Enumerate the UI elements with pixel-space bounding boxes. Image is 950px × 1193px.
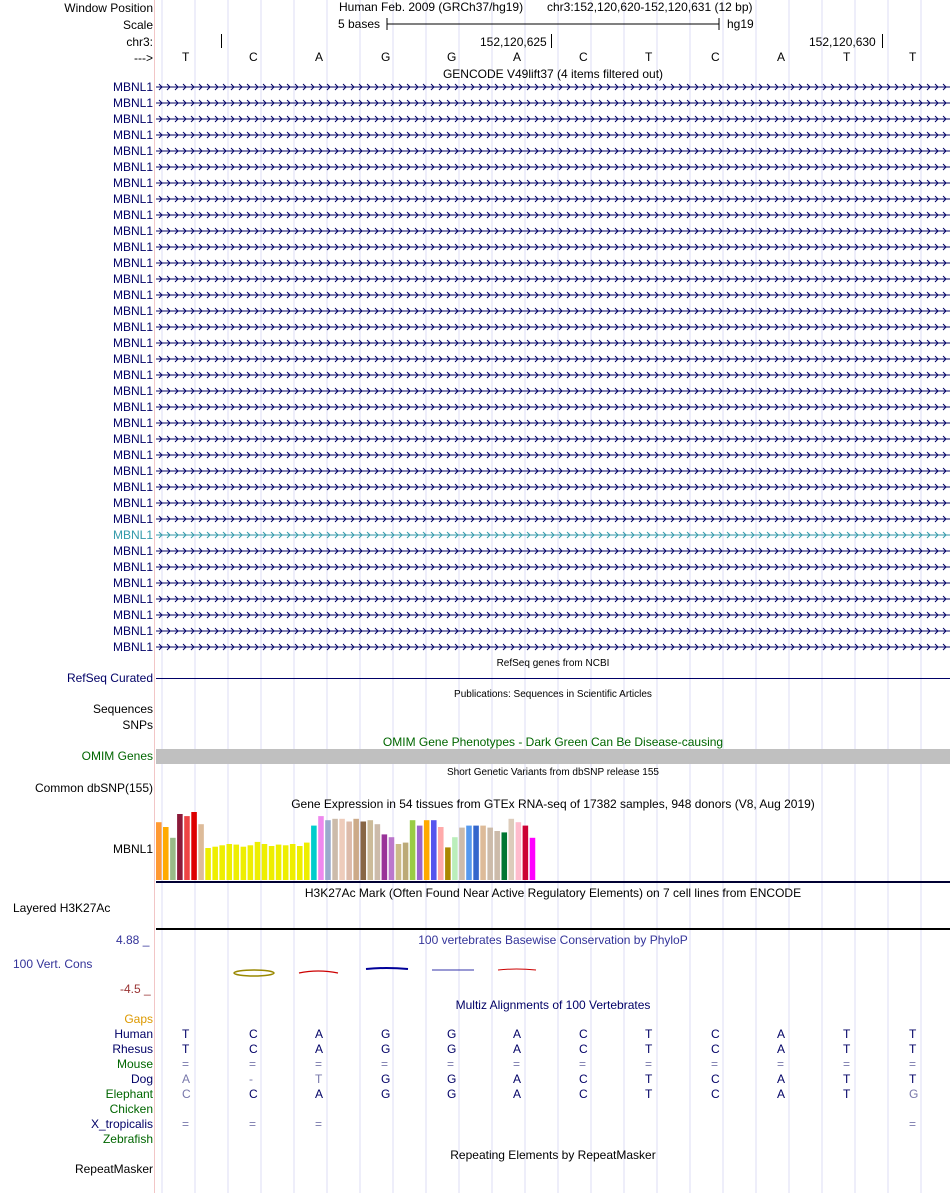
gencode-transcript[interactable] — [156, 512, 950, 526]
gencode-transcript[interactable] — [156, 160, 950, 174]
base-letter: C — [249, 50, 258, 64]
alignment-base: = — [909, 1057, 917, 1071]
gencode-gene-label[interactable]: MBNL1 — [112, 544, 153, 558]
gencode-transcript[interactable] — [156, 336, 950, 350]
gtex-tissue-bar[interactable] — [184, 816, 190, 880]
gtex-tissue-bar[interactable] — [332, 819, 338, 880]
gtex-label[interactable]: MBNL1 — [112, 842, 153, 856]
gencode-transcript[interactable] — [156, 224, 950, 238]
alignment-base: A — [513, 1072, 522, 1086]
alignment-base: T — [645, 1072, 653, 1086]
gencode-transcript[interactable] — [156, 320, 950, 334]
gencode-transcript[interactable] — [156, 464, 950, 478]
gtex-tissue-bar[interactable] — [170, 838, 176, 880]
gencode-gene-label[interactable]: MBNL1 — [112, 208, 153, 222]
species-label[interactable]: Rhesus — [112, 1042, 153, 1056]
gencode-transcript[interactable] — [156, 496, 950, 510]
gtex-tissue-bar[interactable] — [396, 844, 402, 880]
alignment-base: A — [315, 1027, 324, 1041]
dbsnp-label[interactable]: Common dbSNP(155) — [34, 781, 153, 795]
alignment-base: A — [182, 1072, 191, 1086]
scale-bases-text: 5 bases — [338, 17, 381, 31]
gencode-transcript[interactable] — [156, 80, 950, 94]
gencode-gene-label[interactable]: MBNL1 — [112, 496, 153, 510]
strand-label: ---> — [134, 51, 153, 65]
alignment-base: G — [381, 1042, 391, 1056]
gencode-transcript[interactable] — [156, 352, 950, 366]
track-divider — [156, 928, 950, 930]
alignment-base: = — [579, 1057, 587, 1071]
alignment-base: = — [182, 1117, 190, 1131]
gencode-transcript[interactable] — [156, 368, 950, 382]
gencode-gene-label[interactable]: MBNL1 — [112, 624, 153, 638]
gtex-tissue-bar[interactable] — [466, 826, 472, 880]
alignment-base: G — [447, 1087, 457, 1101]
alignment-base: C — [249, 1087, 258, 1101]
alignment-base: = — [249, 1057, 257, 1071]
gencode-transcript[interactable] — [156, 96, 950, 110]
gtex-tissue-bar[interactable] — [445, 847, 451, 880]
gencode-transcript[interactable] — [156, 416, 950, 430]
gencode-gene-label[interactable]: MBNL1 — [112, 112, 153, 126]
position-text: chr3:152,120,620-152,120,631 (12 bp) — [547, 0, 753, 14]
base-letter: G — [447, 50, 457, 64]
gtex-tissue-bar[interactable] — [205, 848, 211, 880]
alignment-base: C — [579, 1027, 588, 1041]
gtex-tissue-bar[interactable] — [375, 824, 381, 880]
gencode-gene-label[interactable]: MBNL1 — [112, 352, 153, 366]
alignment-base: C — [182, 1087, 191, 1101]
gencode-gene-label[interactable]: MBNL1 — [112, 480, 153, 494]
gencode-gene-label[interactable]: MBNL1 — [112, 160, 153, 174]
gaps-label[interactable]: Gaps — [124, 1012, 153, 1026]
gencode-transcript[interactable] — [156, 624, 950, 638]
alignment-base: C — [249, 1027, 258, 1041]
gencode-gene-label[interactable]: MBNL1 — [112, 96, 153, 110]
gtex-tissue-bar[interactable] — [417, 826, 423, 880]
gtex-tissue-bar[interactable] — [509, 819, 515, 880]
gencode-transcript[interactable] — [156, 112, 950, 126]
base-letter: A — [315, 50, 324, 64]
gencode-transcript[interactable] — [156, 544, 950, 558]
alignment-base: C — [711, 1042, 720, 1056]
alignment-base: T — [843, 1072, 851, 1086]
alignment-base: A — [513, 1087, 522, 1101]
species-label[interactable]: Human — [114, 1027, 153, 1041]
gencode-transcript[interactable] — [156, 480, 950, 494]
gencode-transcript[interactable] — [156, 576, 950, 590]
base-letter: A — [513, 50, 522, 64]
gencode-track-title[interactable]: GENCODE V49lift37 (4 items filtered out) — [442, 67, 664, 81]
label-track-separator — [154, 0, 155, 1193]
gtex-tissue-bar[interactable] — [410, 820, 416, 880]
gtex-tissue-bar[interactable] — [452, 837, 458, 880]
gencode-gene-label[interactable]: MBNL1 — [112, 384, 153, 398]
gtex-tissue-bar[interactable] — [163, 827, 169, 880]
h3k27ac-label[interactable]: Layered H3K27Ac — [13, 901, 111, 915]
base-letter: T — [645, 50, 653, 64]
repeatmasker-track-title[interactable]: Repeating Elements by RepeatMasker — [450, 1148, 656, 1162]
alignment-base: A — [513, 1027, 522, 1041]
gencode-transcript[interactable] — [156, 608, 950, 622]
alignment-base: = — [381, 1057, 389, 1071]
gtex-tissue-bar[interactable] — [241, 847, 247, 880]
gencode-transcript[interactable] — [156, 208, 950, 222]
chr-label: chr3: — [126, 35, 153, 49]
gencode-transcript[interactable] — [156, 192, 950, 206]
gtex-tissue-bar[interactable] — [304, 843, 310, 880]
alignment-base: = — [315, 1057, 323, 1071]
gtex-tissue-bar[interactable] — [283, 845, 289, 880]
species-label[interactable]: X_tropicalis — [90, 1117, 153, 1131]
gtex-tissue-bar[interactable] — [431, 820, 437, 880]
dbsnp-track-title[interactable]: Short Genetic Variants from dbSNP release 155 — [447, 767, 659, 778]
phylop-label[interactable]: 100 Vert. Cons — [13, 957, 93, 971]
alignment-base: A — [513, 1042, 522, 1056]
gencode-gene-label[interactable]: MBNL1 — [112, 80, 153, 94]
alignment-base: = — [447, 1057, 455, 1071]
alignment-base: A — [777, 1042, 786, 1056]
alignment-base: G — [381, 1027, 391, 1041]
alignment-base: C — [579, 1042, 588, 1056]
gencode-transcript[interactable] — [156, 448, 950, 462]
window-position-label: Window Position — [64, 1, 153, 15]
alignment-base: T — [645, 1042, 653, 1056]
phylop-min-label: -4.5 _ — [120, 982, 151, 996]
alignment-base: C — [579, 1072, 588, 1086]
ruler-tick — [221, 34, 222, 48]
gencode-gene-label[interactable]: MBNL1 — [112, 464, 153, 478]
gencode-gene-label[interactable]: MBNL1 — [112, 368, 153, 382]
alignment-base: G — [381, 1087, 391, 1101]
gtex-tissue-bar[interactable] — [487, 828, 493, 880]
gtex-tissue-bar[interactable] — [156, 822, 162, 880]
gencode-transcript[interactable] — [156, 240, 950, 254]
gencode-transcript[interactable] — [156, 272, 950, 286]
gtex-tissue-bar[interactable] — [255, 842, 261, 880]
omim-feature-bar[interactable] — [156, 749, 950, 764]
gtex-tissue-bar[interactable] — [368, 820, 374, 880]
alignment-base: A — [777, 1087, 786, 1101]
gtex-tissue-bar[interactable] — [339, 819, 345, 880]
alignment-base: = — [711, 1057, 719, 1071]
alignment-base: C — [711, 1072, 720, 1086]
gtex-tissue-bar[interactable] — [459, 828, 465, 880]
gencode-transcript[interactable] — [156, 144, 950, 158]
refseq-track-title[interactable]: RefSeq genes from NCBI — [496, 658, 610, 669]
gtex-tissue-bar[interactable] — [480, 826, 486, 880]
refseq-label[interactable]: RefSeq Curated — [66, 671, 153, 685]
alignment-base: = — [843, 1057, 851, 1071]
alignment-base: T — [909, 1042, 917, 1056]
alignment-base: T — [909, 1027, 917, 1041]
gencode-transcript[interactable] — [156, 400, 950, 414]
omim-track-title[interactable]: OMIM Gene Phenotypes - Dark Green Can Be Disease-causing — [382, 735, 724, 749]
gencode-gene-label[interactable]: MBNL1 — [112, 448, 153, 462]
sequences-label[interactable]: Sequences — [92, 702, 153, 716]
alignment-base: = — [249, 1117, 257, 1131]
alignment-base: = — [315, 1117, 323, 1131]
gencode-gene-label[interactable]: MBNL1 — [112, 528, 153, 542]
alignment-base: T — [645, 1027, 653, 1041]
alignment-base: T — [182, 1042, 190, 1056]
scale-label: Scale — [122, 18, 153, 32]
gencode-gene-label[interactable]: MBNL1 — [112, 640, 153, 654]
phylop-wiggle[interactable] — [156, 960, 950, 984]
base-letter: T — [909, 50, 917, 64]
phylop-track-title[interactable]: 100 vertebrates Basewise Conservation by PhyloP — [418, 933, 688, 947]
gencode-gene-label[interactable]: MBNL1 — [112, 256, 153, 270]
alignment-base: G — [447, 1072, 457, 1086]
gtex-tissue-bar[interactable] — [311, 826, 317, 880]
gencode-gene-label[interactable]: MBNL1 — [112, 592, 153, 606]
alignment-base: C — [711, 1027, 720, 1041]
gencode-gene-label[interactable]: MBNL1 — [112, 288, 153, 302]
gtex-tissue-bar[interactable] — [262, 844, 268, 880]
alignment-base: T — [182, 1027, 190, 1041]
alignment-base: A — [315, 1087, 324, 1101]
alignment-base: = — [182, 1057, 190, 1071]
gencode-transcript[interactable] — [156, 256, 950, 270]
gtex-tissue-bar[interactable] — [530, 838, 536, 880]
gtex-tissue-bar[interactable] — [382, 834, 388, 880]
ruler-tick — [551, 34, 552, 48]
gencode-transcript[interactable] — [156, 640, 950, 654]
base-letter: C — [711, 50, 720, 64]
gencode-gene-label[interactable]: MBNL1 — [112, 128, 153, 142]
base-letter: A — [777, 50, 786, 64]
assembly-text: Human Feb. 2009 (GRCh37/hg19) — [339, 0, 524, 14]
base-letter: G — [381, 50, 391, 64]
gtex-tissue-bar[interactable] — [403, 843, 409, 880]
alignment-base: C — [579, 1087, 588, 1101]
gtex-tissue-bar[interactable] — [191, 812, 197, 880]
gencode-gene-label[interactable]: MBNL1 — [112, 512, 153, 526]
gtex-track-title[interactable]: Gene Expression in 54 tissues from GTEx RNA-seq of 17382 samples, 948 donors (V8, Aug 2019) — [291, 797, 815, 811]
alignment-base: T — [843, 1027, 851, 1041]
gencode-gene-label[interactable]: MBNL1 — [112, 608, 153, 622]
gtex-tissue-bar[interactable] — [494, 831, 500, 880]
gtex-tissue-bar[interactable] — [361, 822, 367, 881]
alignment-base: T — [843, 1087, 851, 1101]
gtex-tissue-bar[interactable] — [212, 847, 218, 880]
gtex-tissue-bar[interactable] — [473, 826, 479, 880]
gencode-transcript[interactable] — [156, 288, 950, 302]
gencode-gene-label[interactable]: MBNL1 — [112, 176, 153, 190]
gtex-tissue-bar[interactable] — [248, 845, 254, 880]
species-label[interactable]: Dog — [130, 1072, 153, 1086]
gtex-tissue-bar[interactable] — [424, 820, 430, 880]
gencode-transcript[interactable] — [156, 128, 950, 142]
gtex-tissue-bar[interactable] — [353, 819, 359, 880]
alignment-base: = — [513, 1057, 521, 1071]
gencode-gene-label[interactable]: MBNL1 — [112, 272, 153, 286]
alignment-base: = — [777, 1057, 785, 1071]
alignment-base: G — [447, 1027, 457, 1041]
gtex-bar-chart[interactable] — [156, 812, 950, 882]
gencode-gene-label[interactable]: MBNL1 — [112, 336, 153, 350]
gtex-tissue-bar[interactable] — [346, 822, 352, 881]
alignment-base: = — [645, 1057, 653, 1071]
gencode-transcript[interactable] — [156, 592, 950, 606]
gtex-tissue-bar[interactable] — [234, 845, 240, 880]
gtex-tissue-bar[interactable] — [389, 837, 395, 880]
species-label[interactable]: Chicken — [109, 1102, 153, 1116]
alignment-base: A — [777, 1072, 786, 1086]
gtex-tissue-bar[interactable] — [516, 822, 522, 880]
base-letter: C — [579, 50, 588, 64]
alignment-base: G — [447, 1042, 457, 1056]
gencode-transcript[interactable] — [156, 304, 950, 318]
gtex-tissue-bar[interactable] — [502, 832, 508, 880]
gtex-tissue-bar[interactable] — [227, 844, 233, 880]
gencode-gene-label[interactable]: MBNL1 — [112, 224, 153, 238]
snps-label[interactable]: SNPs — [122, 718, 153, 732]
alignment-base: A — [777, 1027, 786, 1041]
multiz-track-title[interactable]: Multiz Alignments of 100 Vertebrates — [455, 998, 651, 1012]
track-divider — [156, 881, 950, 883]
phylop-max-label: 4.88 _ — [116, 933, 150, 947]
gencode-transcript[interactable] — [156, 432, 950, 446]
gencode-gene-label[interactable]: MBNL1 — [112, 304, 153, 318]
gtex-tissue-bar[interactable] — [325, 820, 331, 880]
ruler-tick — [882, 34, 883, 48]
coord-label: 152,120,630 — [809, 35, 876, 49]
gencode-gene-label[interactable]: MBNL1 — [112, 560, 153, 574]
alignment-base: T — [645, 1087, 653, 1101]
repeatmasker-label[interactable]: RepeatMasker — [74, 1162, 153, 1176]
alignment-base: C — [711, 1087, 720, 1101]
gencode-gene-label[interactable]: MBNL1 — [112, 416, 153, 430]
alignment-base: - — [249, 1072, 253, 1086]
coord-label: 152,120,625 — [480, 35, 547, 49]
gtex-tissue-bar[interactable] — [523, 826, 529, 880]
species-label[interactable]: Elephant — [105, 1087, 153, 1101]
gtex-tissue-bar[interactable] — [177, 814, 183, 880]
omim-label[interactable]: OMIM Genes — [81, 749, 153, 763]
species-label[interactable]: Zebrafish — [102, 1132, 153, 1146]
alignment-base: = — [909, 1117, 917, 1131]
refseq-feature-line[interactable] — [156, 678, 950, 679]
base-letter: T — [843, 50, 851, 64]
base-letter: T — [182, 50, 190, 64]
scale-db-text: hg19 — [727, 17, 754, 31]
gencode-gene-label[interactable]: MBNL1 — [112, 432, 153, 446]
gtex-tissue-bar[interactable] — [219, 845, 225, 880]
alignment-base: G — [381, 1072, 391, 1086]
gencode-gene-label[interactable]: MBNL1 — [112, 320, 153, 334]
alignment-base: C — [249, 1042, 258, 1056]
alignment-base: T — [909, 1072, 917, 1086]
alignment-base: T — [843, 1042, 851, 1056]
gencode-gene-label[interactable]: MBNL1 — [112, 192, 153, 206]
alignment-base: G — [909, 1087, 919, 1101]
scale-bar — [385, 16, 721, 32]
species-label[interactable]: Mouse — [116, 1057, 153, 1071]
gencode-gene-label[interactable]: MBNL1 — [112, 240, 153, 254]
gtex-tissue-bar[interactable] — [198, 824, 204, 880]
alignment-base: A — [315, 1042, 324, 1056]
h3k27ac-track-title[interactable]: H3K27Ac Mark (Often Found Near Active Regulatory Elements) on 7 cell lines from ENCODE — [304, 886, 802, 900]
gencode-gene-label[interactable]: MBNL1 — [112, 144, 153, 158]
publications-track-title[interactable]: Publications: Sequences in Scientific Articles — [454, 689, 652, 700]
gencode-transcript[interactable] — [156, 384, 950, 398]
gencode-gene-label[interactable]: MBNL1 — [112, 576, 153, 590]
gtex-tissue-bar[interactable] — [276, 845, 282, 880]
gencode-transcript[interactable] — [156, 528, 950, 542]
gencode-transcript[interactable] — [156, 560, 950, 574]
gtex-tissue-bar[interactable] — [318, 816, 324, 880]
gencode-transcript[interactable] — [156, 176, 950, 190]
gencode-gene-label[interactable]: MBNL1 — [112, 400, 153, 414]
gtex-tissue-bar[interactable] — [297, 846, 303, 880]
gtex-tissue-bar[interactable] — [290, 844, 296, 880]
gtex-tissue-bar[interactable] — [269, 846, 275, 880]
gtex-tissue-bar[interactable] — [438, 827, 444, 880]
alignment-base: T — [315, 1072, 323, 1086]
